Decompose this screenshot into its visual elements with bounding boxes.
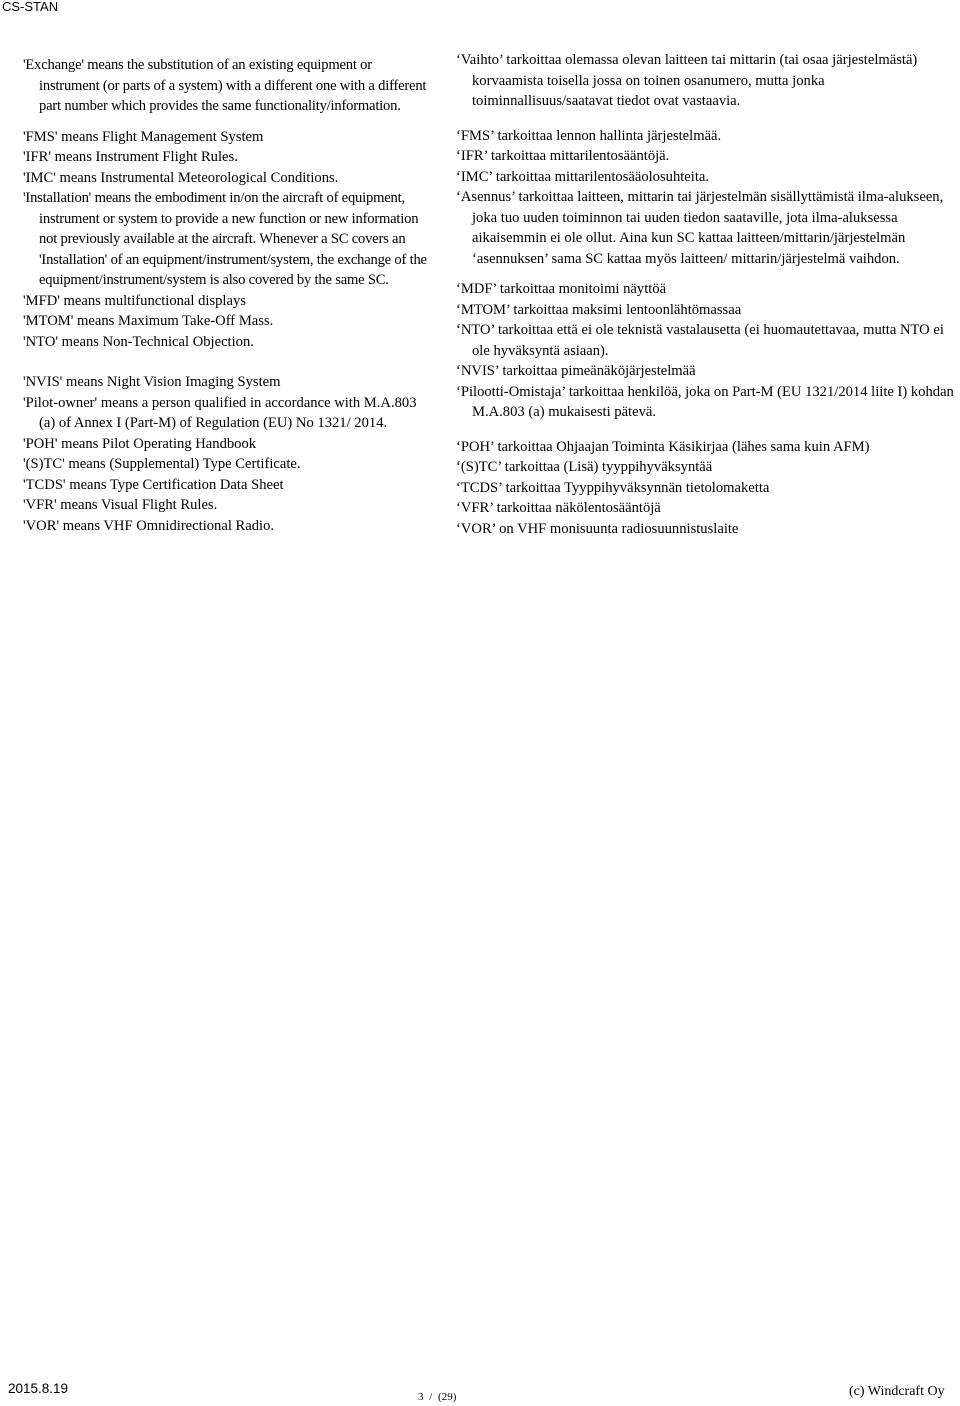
- maaritelma-vfr: ‘VFR’ tarkoittaa näkölentosääntöjä: [456, 500, 661, 516]
- maaritelma-nvis: ‘NVIS’ tarkoittaa pimeänäköjärjestelmää: [456, 363, 696, 379]
- footer-date: 2015.8.19: [8, 1381, 69, 1396]
- finnish-definitions-column: [456, 50, 960, 539]
- definition-nto: 'NTO' means Non-Technical Objection.: [23, 333, 254, 350]
- maaritelma-vor: ‘VOR’ on VHF monisuunta radiosuunnistuslaite: [456, 520, 739, 537]
- english-definitions-column: [23, 55, 433, 536]
- definition-mfd: 'MFD' means multifunctional displays: [23, 292, 246, 309]
- footer-copyright: (c) Windcraft Oy: [849, 1384, 945, 1399]
- definition-exchange: 'Exchange' means the substitution of an existing equipment or instrument (or parts of a system) with a different one with a different part number which provides the same functionality/information.: [23, 57, 427, 114]
- definition-stc: '(S)TC' means (Supplemental) Type Certificate.: [23, 456, 301, 472]
- maaritelma-imc: ‘IMC’ tarkoittaa mittarilentosääolosuhteita.: [456, 168, 710, 185]
- definition-vfr: 'VFR' means Visual Flight Rules.: [23, 497, 218, 513]
- document-header-title: CS-STAN: [2, 0, 59, 14]
- definition-installation: 'Installation' means the embodiment in/on the aircraft of equipment, instrument or system to provide a new function or new information not previously available at the aircraft. Whenever a SC covers an 'Installation' of an equipment/instrument/system, the exchange of the equipment/instrument/system is also covered by the same SC.: [23, 190, 427, 288]
- maaritelma-poh: ‘POH’ tarkoittaa Ohjaajan Toiminta Käsikirjaa (lähes sama kuin AFM): [456, 438, 870, 455]
- maaritelma-pilootti-omistaja: ‘Pilootti-Omistaja’ tarkoittaa henkilöä, joka on Part-M (EU 1321/2014 liite I) kohdan M.A.803 (a) mukaisesti pätevä.: [456, 383, 954, 420]
- definition-fms: 'FMS' means Flight Management System: [23, 128, 264, 145]
- definition-ifr: 'IFR' means Instrument Flight Rules.: [23, 149, 238, 165]
- maaritelma-tcds: ‘TCDS’ tarkoittaa Tyyppihyväksynnän tietolomaketta: [456, 479, 770, 496]
- definition-nvis: 'NVIS' means Night Vision Imaging System: [23, 374, 281, 390]
- definition-mtom: 'MTOM' means Maximum Take-Off Mass.: [23, 313, 274, 329]
- maaritelma-mtom: ‘MTOM’ tarkoittaa maksimi lentoonlähtömassaa: [456, 301, 742, 318]
- maaritelma-vaihto: ‘Vaihto’ tarkoittaa olemassa olevan laitteen tai mittarin (tai osaa järjestelmästä) korvaamista toisella jossa on toinen osanumero, mutta jonka toiminnallisuus/saatavat tiedot ovat vastaavia.: [456, 52, 918, 109]
- maaritelma-ifr: ‘IFR’ tarkoittaa mittarilentosääntöjä.: [456, 148, 670, 164]
- maaritelma-mdf: ‘MDF’ tarkoittaa monitoimi näyttöä: [456, 281, 667, 297]
- definition-poh: 'POH' means Pilot Operating Handbook: [23, 435, 257, 452]
- definition-vor: 'VOR' means VHF Omnidirectional Radio.: [23, 517, 275, 534]
- footer-page-number: 3 / (29): [418, 1391, 457, 1403]
- definition-tcds: 'TCDS' means Type Certification Data Sheet: [23, 476, 284, 493]
- maaritelma-asennus: ‘Asennus’ tarkoittaa laitteen, mittarin tai järjestelmän sisällyttämistä ilma-alukseen, joka tuo uuden toiminnon tai uuden tiedon saataville, jota ilma-aluksessa aikaisemmin ei ole ollut. Aina kun SC kattaa laitteen/mittarin/järjestelmän ‘asennuksen’ sama SC kattaa myös laitteen/ mittarin/järjestelmä vaihdon.: [456, 189, 944, 267]
- maaritelma-nto: ‘NTO’ tarkoittaa että ei ole teknistä vastalausetta (ei huomautettavaa, mutta NTO ei ole hyväksyntä asiaan).: [456, 322, 944, 359]
- maaritelma-stc: ‘(S)TC’ tarkoittaa (Lisä) tyyppihyväksyntää: [456, 459, 713, 475]
- definition-imc: 'IMC' means Instrumental Meteorological Conditions.: [23, 169, 339, 186]
- definition-pilot-owner: 'Pilot-owner' means a person qualified in accordance with M.A.803 (a) of Annex I (Part-M) of Regulation (EU) No 1321/ 2014.: [23, 394, 417, 431]
- maaritelma-fms: ‘FMS’ tarkoittaa lennon hallinta järjestelmää.: [456, 127, 722, 144]
